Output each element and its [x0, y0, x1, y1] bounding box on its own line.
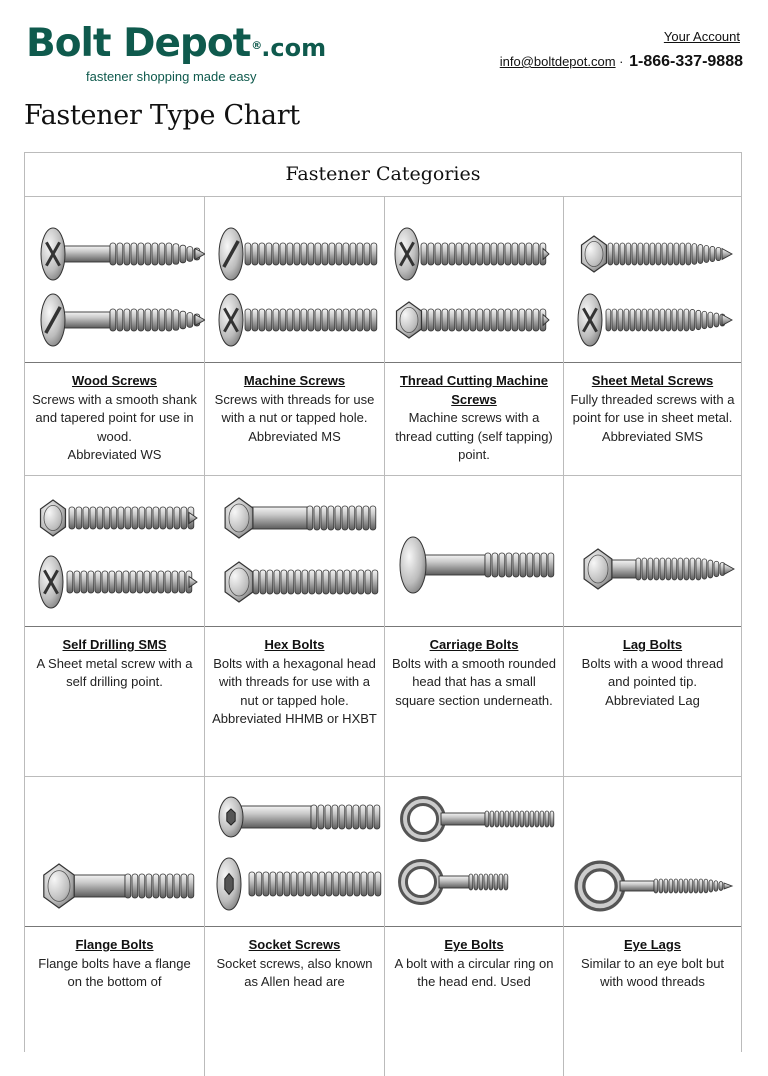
fastener-illustration: [564, 776, 741, 927]
fastener-row: [25, 475, 741, 776]
fastener-description: [25, 363, 204, 465]
fastener-row: [25, 196, 741, 475]
fastener-title-link[interactable]: Socket Screws: [248, 937, 341, 952]
fastener-abbreviation: Abbreviated Lag: [605, 692, 700, 708]
fastener-illustration: [205, 776, 384, 927]
fastener-illustration: [205, 475, 384, 627]
fastener-cell[interactable]: [385, 196, 564, 475]
fastener-title-link[interactable]: Machine Screws: [243, 373, 346, 388]
fastener-description: [25, 927, 204, 992]
fastener-cell[interactable]: [564, 196, 741, 475]
fastener-title-link[interactable]: Eye Bolts: [444, 937, 504, 952]
fastener-title-link[interactable]: Flange Bolts: [75, 937, 154, 952]
fastener-title-link[interactable]: Self Drilling SMS: [62, 637, 167, 652]
fastener-description-text: A Sheet metal screw with a self drilling point.: [36, 655, 193, 689]
site-header: [0, 0, 768, 95]
contact-info: [500, 53, 743, 71]
fastener-illustration: [385, 475, 563, 627]
logo-tagline: fastener shopping made easy: [86, 69, 257, 84]
fastener-title-link[interactable]: Sheet Metal Screws: [591, 373, 714, 388]
fastener-description: [564, 363, 741, 446]
fastener-description-text: Bolts with a hexagonal head with threads for use with a nut or tapped hole.: [213, 655, 376, 708]
fastener-title-link[interactable]: Wood Screws: [71, 373, 157, 388]
fastener-description-text: Machine screws with a thread cutting (self tapping) point.: [395, 410, 553, 462]
fastener-row: [25, 776, 741, 1076]
fastener-cell[interactable]: [205, 776, 385, 1076]
fastener-cell[interactable]: [25, 776, 205, 1076]
fastener-abbreviation: Abbreviated WS: [67, 447, 162, 462]
fastener-description-text: Bolts with a smooth rounded head that has a small square section underneath.: [391, 655, 557, 708]
fastener-description-text: Bolts with a wood thread and pointed tip.: [581, 655, 724, 689]
fastener-chart: [24, 152, 742, 1052]
phone-number[interactable]: 1-866-337-9888: [629, 53, 743, 70]
fastener-description: [564, 927, 741, 992]
fastener-abbreviation: Abbreviated SMS: [601, 428, 704, 444]
fastener-description: [385, 363, 563, 465]
fastener-illustration: [25, 196, 204, 363]
fastener-cell[interactable]: [385, 475, 564, 776]
fastener-illustration: [25, 475, 204, 627]
fastener-description-text: Fully threaded screws with a point for use in sheet metal.: [570, 391, 735, 425]
fastener-cell[interactable]: [25, 196, 205, 475]
fastener-abbreviation: Abbreviated HHMB or HXBT: [212, 711, 377, 726]
fastener-cell[interactable]: [205, 475, 385, 776]
fastener-illustration: [205, 196, 384, 363]
fastener-illustration: [385, 196, 563, 363]
contact-separator: ·: [615, 54, 628, 69]
fastener-illustration: [564, 196, 741, 363]
fastener-description: [385, 927, 563, 992]
fastener-description-text: Flange bolts have a flange on the bottom of: [38, 955, 191, 989]
fastener-description: [205, 927, 384, 992]
fastener-cell[interactable]: [25, 475, 205, 776]
fastener-description: [25, 627, 204, 692]
fastener-cell[interactable]: [564, 475, 741, 776]
fastener-cell[interactable]: [385, 776, 564, 1076]
logo-wordmark: Bolt Depot®.com: [26, 21, 327, 66]
fastener-title-link[interactable]: Carriage Bolts: [429, 637, 519, 652]
fastener-description-text: Screws with a smooth shank and tapered point for use in wood.: [32, 391, 197, 444]
page-title: Fastener Type Chart: [24, 100, 300, 131]
fastener-title-link[interactable]: Eye Lags: [623, 937, 682, 952]
fastener-description: [205, 363, 384, 446]
fastener-illustration: [25, 776, 204, 927]
chart-heading: Fastener Categories: [25, 153, 741, 197]
fastener-cell[interactable]: [205, 196, 385, 475]
bolt-depot-logo[interactable]: [26, 21, 327, 84]
fastener-abbreviation: Abbreviated MS: [248, 428, 341, 444]
fastener-description-text: Similar to an eye bolt but with wood threads: [580, 955, 725, 989]
fastener-description-text: A bolt with a circular ring on the head end. Used: [394, 955, 554, 989]
your-account-link[interactable]: Your Account: [663, 29, 740, 44]
fastener-title-link[interactable]: Lag Bolts: [622, 637, 683, 652]
fastener-description: [564, 627, 741, 710]
fastener-cell[interactable]: [564, 776, 741, 1076]
fastener-description-text: Screws with threads for use with a nut or tapped hole.: [214, 391, 375, 425]
fastener-illustration: [385, 776, 563, 927]
fastener-illustration: [564, 475, 741, 627]
fastener-description: [205, 627, 384, 729]
fastener-description: [385, 627, 563, 710]
fastener-description-text: Socket screws, also known as Allen head are: [216, 955, 373, 989]
fastener-title-link[interactable]: Thread Cutting Machine Screws: [399, 373, 549, 407]
email-link[interactable]: info@boltdepot.com: [499, 54, 616, 69]
fastener-title-link[interactable]: Hex Bolts: [264, 637, 325, 652]
